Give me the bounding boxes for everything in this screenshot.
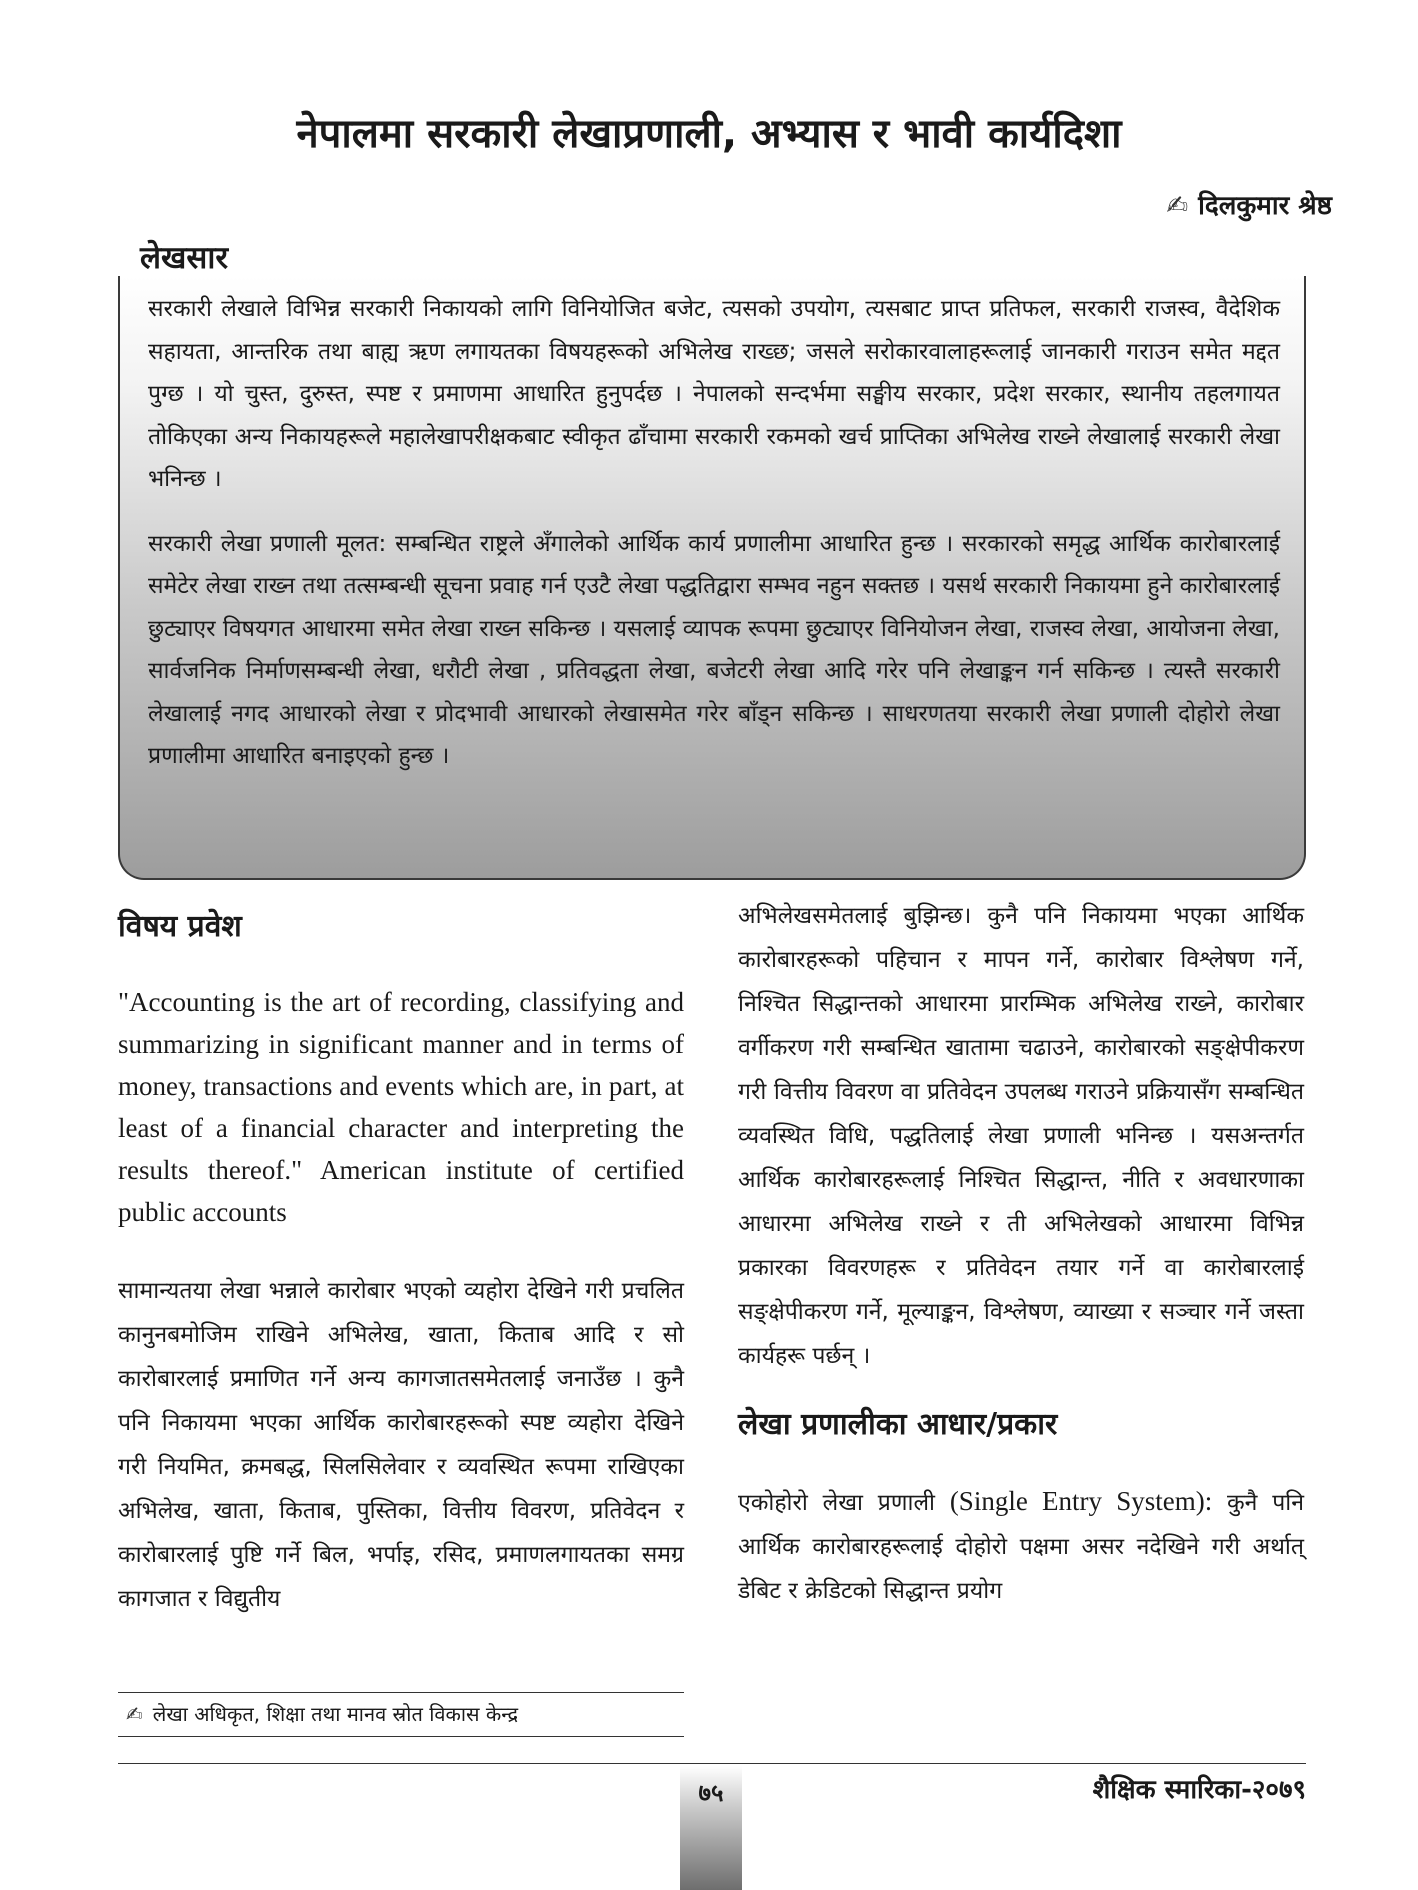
single-entry-description: कुनै पनि आर्थिक कारोबारहरूलाई दोहोरो पक्षमा असर नदेखिने गरी अर्थात् डेबिट र क्रेडिटको सिद्धान्त प्रयोग bbox=[738, 1490, 1305, 1604]
page-number: ७५ bbox=[698, 1779, 724, 1807]
abstract-box bbox=[118, 276, 1306, 880]
article-title: नेपालमा सरकारी लेखाप्रणाली, अभ्यास र भावी कार्यदिशा bbox=[296, 111, 1122, 157]
accounting-definition-quote: "Accounting is the art of recording, classifying and summarizing in significant manner and in terms of money, transactions and events which are, in part, at least of a financial character and interpreting the results thereof." American institute of certified public accounts bbox=[118, 987, 684, 1227]
abstract-paragraph: सरकारी लेखाले विभिन्न सरकारी निकायको लागि विनियोजित बजेट, त्यसको उपयोग, त्यसबाट प्राप्त प्रतिफल, सरकारी राजस्व, वैदेशिक सहायता, आन्तरिक तथा बाह्य ऋण लगायतका विषयहरूको अभिलेख राख्छ; जसले सरोकारवालाहरूलाई जानकारी गराउन समेत मद्दत पुग्छ । यो चुस्त, दुरुस्त, स्पष्ट र प्रमाणमा आधारित हुनुपर्दछ । नेपालको सन्दर्भमा सङ्घीय सरकार, प्रदेश सरकार, स्थानीय तहलगायत तोकिएका अन्य निकायहरूले महालेखापरीक्षकबाट स्वीकृत ढाँचामा सरकारी रकमको खर्च प्राप्तिका अभिलेख राख्ने लेखालाई सरकारी लेखा भनिन्छ । bbox=[148, 296, 1280, 492]
body-paragraph: अभिलेखसमेतलाई बुझिन्छ। कुनै पनि निकायमा भएका आर्थिक कारोबारहरूको पहिचान र मापन गर्ने, कारोबार विश्लेषण गर्ने, निश्चित सिद्धान्तको आधारमा प्रारम्भिक अभिलेख राख्ने, कारोबार वर्गीकरण गरी सम्बन्धित खातामा चढाउने, कारोबारको सङ्क्षेपीकरण गरी वित्तीय विवरण वा प्रतिवेदन उपलब्ध गराउने प्रक्रियासँग सम्बन्धित व्यवस्थित विधि, पद्धतिलाई लेखा प्रणाली भनिन्छ । यसअन्तर्गत आर्थिक कारोबारहरूलाई निश्चित सिद्धान्त, नीति र अवधारणाका आधारमा अभिलेख राख्ने र ती अभिलेखको आधारमा विभिन्न प्रकारका विवरणहरू र प्रतिवेदन तयार गर्ने वा कारोबारलाई सङ्क्षेपीकरण गर्ने, मूल्याङ्कन, विश्लेषण, व्याख्या र सञ्चार गर्ने जस्ता कार्यहरू पर्छन् । bbox=[738, 903, 1304, 1369]
right-column bbox=[738, 888, 1304, 1637]
body-paragraph: सामान्यतया लेखा भन्नाले कारोबार भएको व्यहोरा देखिने गरी प्रचलित कानुनबमोजिम राखिने अभिलेख, खाता, किताब आदि र सो कारोबारलाई प्रमाणित गर्ने अन्य कागजातसमेतलाई जनाउँछ । कुनै पनि निकायमा भएका आर्थिक कारोबारहरूको स्पष्ट व्यहोरा देखिने गरी नियमित, क्रमबद्ध, सिलसिलेवार र व्यवस्थित रूपमा राखिएका अभिलेख, खाता, किताब, पुस्तिका, वित्तीय विवरण, प्रतिवेदन र कारोबारलाई पुष्टि गर्ने बिल, भर्पाइ, रसिद, प्रमाणलगायतका समग्र कागजात र विद्युतीय bbox=[118, 1278, 684, 1612]
pen-nib-icon: ✍ bbox=[1166, 191, 1189, 221]
author-footnote bbox=[126, 1700, 686, 1727]
section-heading-system-types: लेखा प्रणालीका आधार/प्रकार bbox=[738, 1407, 1058, 1442]
single-entry-term: एकोहोरो लेखा प्रणाली bbox=[738, 1490, 936, 1516]
footnote-divider bbox=[118, 1692, 684, 1693]
abstract-heading: लेखसार bbox=[140, 240, 229, 276]
pen-nib-icon: ✍ bbox=[126, 1702, 143, 1726]
left-column bbox=[118, 888, 684, 1645]
single-entry-term-english: (Single Entry System): bbox=[949, 1486, 1213, 1516]
footer-divider bbox=[118, 1763, 1306, 1764]
author-name: दिलकुमार श्रेष्ठ bbox=[1198, 191, 1332, 221]
journal-name: शैक्षिक स्मारिका-२०७९ bbox=[1092, 1775, 1306, 1805]
section-heading-introduction: विषय प्रवेश bbox=[118, 909, 242, 944]
footnote-divider bbox=[118, 1736, 684, 1737]
abstract-paragraph: सरकारी लेखा प्रणाली मूलत: सम्बन्धित राष्ट्रले अँगालेको आर्थिक कार्य प्रणालीमा आधारित हुन्छ । सरकारको समृद्ध आर्थिक कारोबारलाई समेटेर लेखा राख्न तथा तत्सम्बन्धी सूचना प्रवाह गर्न एउटै लेखा पद्धतिद्वारा सम्भव नहुन सक्तछ । यसर्थ सरकारी निकायमा हुने कारोबारलाई छुट्याएर विषयगत आधारमा समेत लेखा राख्न सकिन्छ । यसलाई व्यापक रूपमा छुट्याएर विनियोजन लेखा, राजस्व लेखा, आयोजना लेखा, सार्वजनिक निर्माणसम्बन्धी लेखा, धरौटी लेखा , प्रतिवद्धता लेखा, बजेटरी लेखा आदि गरेर पनि लेखाङ्कन गर्न सकिन्छ । त्यस्तै सरकारी लेखालाई नगद आधारको लेखा र प्रोदभावी आधारको लेखासमेत गरेर बाँड्न सकिन्छ । साधरणतया सरकारी लेखा प्रणाली दोहोरो लेखा प्रणालीमा आधारित बनाइएको हुन्छ । bbox=[148, 530, 1280, 769]
footnote-text: लेखा अधिकृत, शिक्षा तथा मानव स्रोत विकास केन्द्र bbox=[152, 1702, 519, 1726]
author-byline bbox=[1166, 186, 1332, 222]
body-paragraph-single-entry bbox=[738, 1479, 1304, 1613]
